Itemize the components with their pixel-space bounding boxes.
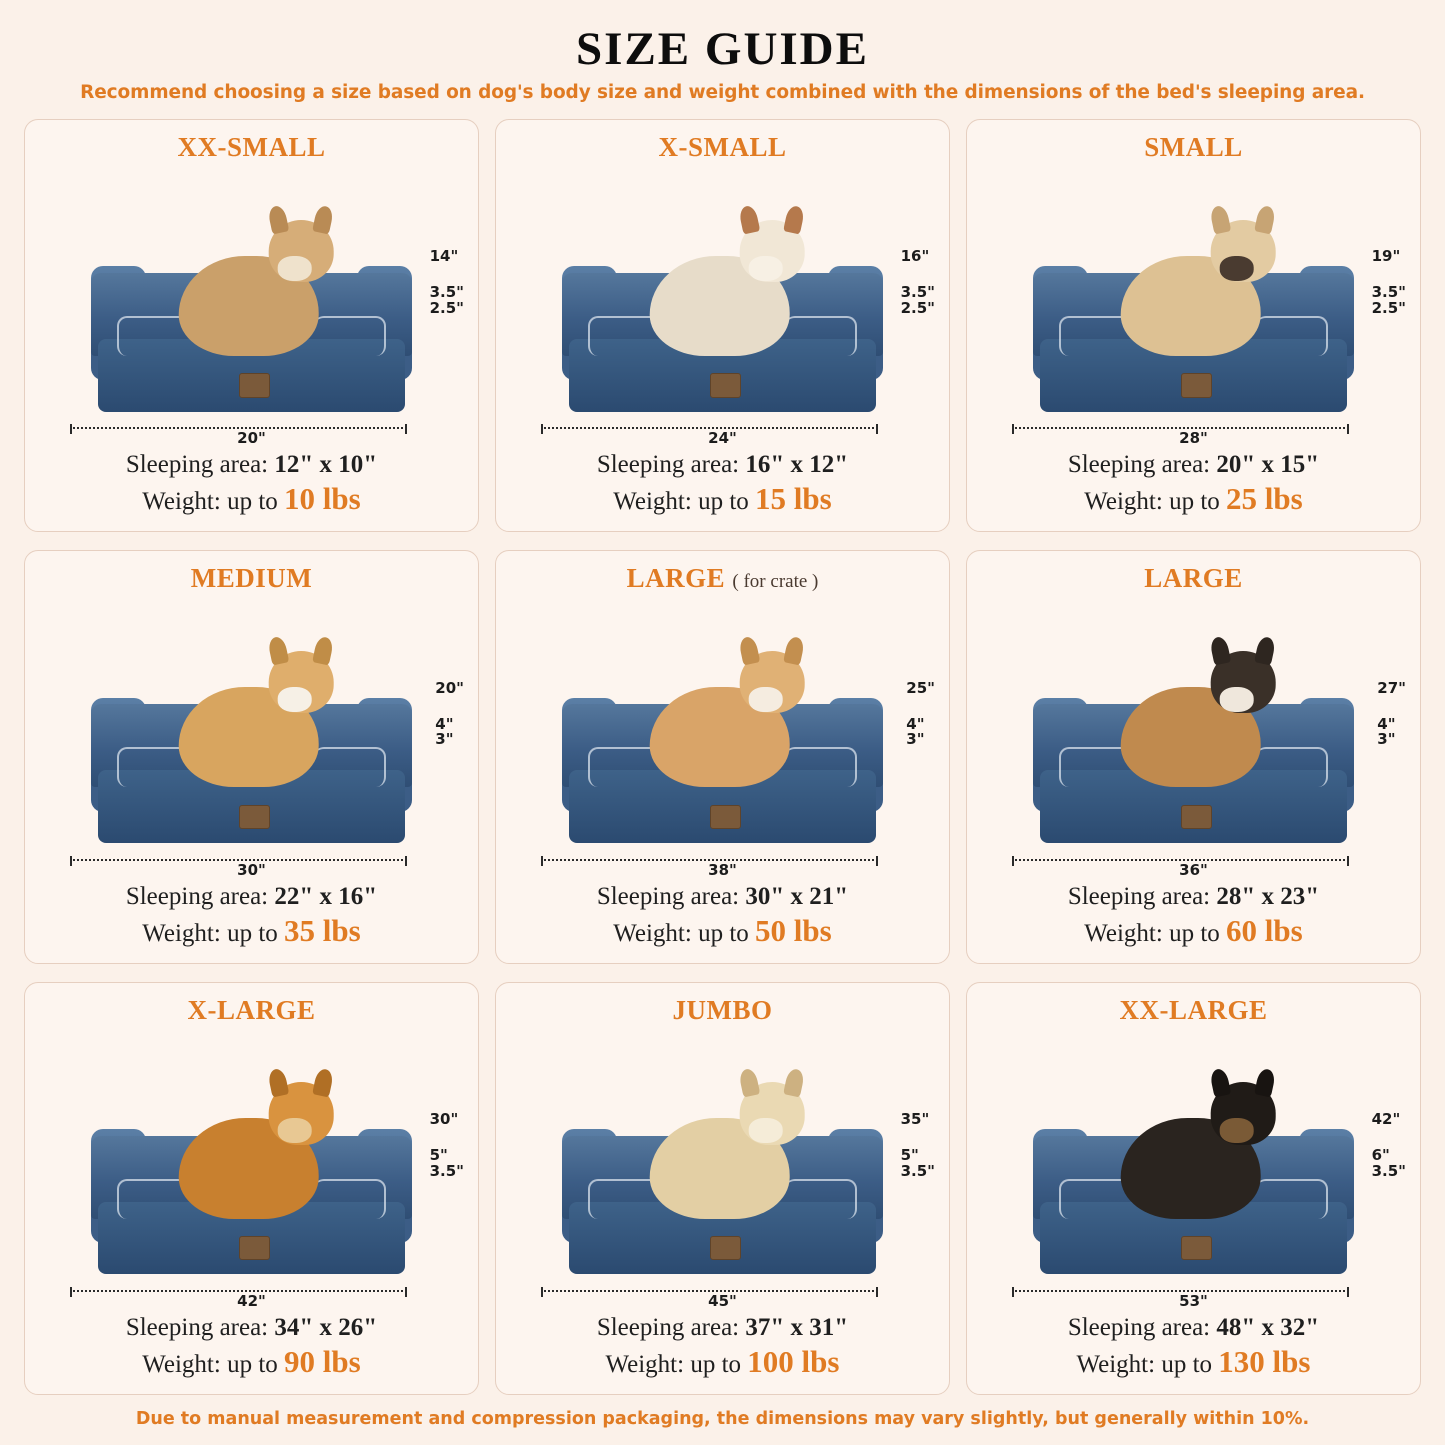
pet-ear-left [738, 636, 760, 666]
sleeping-area-row [977, 451, 1410, 479]
bolster-height-value: 3.5" [429, 283, 464, 302]
pet-ear-right [783, 1067, 805, 1097]
card-title-note: ( for crate ) [732, 571, 819, 593]
pet-photo-rottweiler [1120, 1118, 1261, 1218]
pet-head [1210, 1082, 1275, 1144]
size-card-x-large[interactable] [24, 982, 479, 1395]
bed-width-value: 53" [1179, 1292, 1208, 1310]
dog-bed-graphic [562, 1115, 882, 1288]
bed-piping-right [785, 316, 857, 356]
pet-snout [277, 1118, 311, 1143]
bed-illustration [977, 1026, 1410, 1314]
bed-piping-right [314, 747, 386, 787]
bolster-height-value: 5" [900, 1145, 919, 1164]
pet-ear-left [1209, 1067, 1231, 1097]
bed-illustration [35, 594, 468, 882]
base-height-value: 3.5" [1371, 1161, 1406, 1180]
weight-row [506, 481, 939, 517]
card-title: XX-LARGE [1119, 994, 1268, 1025]
size-card-large-crate[interactable] [495, 550, 950, 963]
bed-height-value: 16" [900, 247, 930, 266]
size-card-medium[interactable] [24, 550, 479, 963]
sleeping-area-value: 28" x 23" [1216, 882, 1320, 910]
card-info [35, 1314, 468, 1384]
pet-ear-right [783, 205, 805, 235]
pet-ear-left [267, 1067, 289, 1097]
bolster-height-value: 3.5" [1371, 283, 1406, 302]
pet-ear-right [312, 1067, 334, 1097]
pet-ear-left [267, 205, 289, 235]
sleeping-area-label: Sleeping area: [1067, 1314, 1217, 1341]
brand-tag [1181, 373, 1212, 397]
weight-row [977, 481, 1410, 517]
pet-snout [1219, 256, 1253, 281]
size-card-large[interactable] [966, 550, 1421, 963]
card-info [506, 883, 939, 953]
pet-ear-left [1209, 636, 1231, 666]
base-height-value: 3" [435, 730, 454, 749]
pet-head [1210, 651, 1275, 713]
weight-value: 100 lbs [747, 1344, 840, 1379]
pet-snout [277, 256, 311, 281]
card-title: X-LARGE [187, 994, 316, 1025]
pet-ear-left [738, 1067, 760, 1097]
pet-photo-labrador [649, 1118, 790, 1218]
size-card-x-small[interactable] [495, 119, 950, 532]
pet-snout [748, 256, 782, 281]
sleeping-area-value: 34" x 26" [274, 1314, 378, 1341]
sleeping-area-value: 48" x 32" [1216, 1314, 1320, 1341]
pet-head [739, 651, 804, 713]
bed-piping-right [1256, 1179, 1328, 1219]
pet-photo-border-collie [1120, 687, 1261, 787]
size-card-xx-small[interactable] [24, 119, 479, 532]
brand-tag [1181, 805, 1212, 829]
bed-width-value: 42" [237, 1292, 266, 1310]
bed-illustration [977, 163, 1410, 451]
height-dimensions [906, 678, 935, 749]
bolster-height-value: 6" [1371, 1145, 1390, 1164]
footer-note: Due to manual measurement and compression packaging, the dimensions may vary slightly, but generally within 10%. [135, 1409, 1310, 1429]
weight-label: Weight: up to [1076, 1351, 1219, 1378]
card-title: LARGE ( for crate ) [626, 563, 819, 594]
bed-illustration [506, 1026, 939, 1314]
bed-height-value: 27" [1377, 678, 1406, 697]
page-subtitle: Recommend choosing a size based on dog's body size and weight combined with the dimensions of the bed's sleeping area. [80, 82, 1365, 103]
dog-bed-graphic [91, 1115, 411, 1288]
weight-value: 10 lbs [284, 481, 361, 517]
card-title: X-SMALL [658, 132, 787, 162]
weight-value: 50 lbs [755, 912, 832, 948]
pet-snout [1219, 1118, 1253, 1143]
bolster-height-value: 4" [1377, 714, 1396, 733]
brand-tag [239, 373, 270, 397]
weight-row [977, 913, 1410, 949]
sleeping-area-value: 20" x 15" [1216, 451, 1320, 479]
dog-bed-graphic [91, 252, 411, 425]
dog-bed-graphic [1033, 1115, 1353, 1288]
base-height-value: 3.5" [429, 1161, 464, 1180]
sleeping-area-row [506, 451, 939, 479]
sleeping-area-label: Sleeping area: [125, 451, 275, 479]
bolster-height-value: 4" [435, 714, 454, 733]
bed-illustration [35, 1026, 468, 1314]
bed-piping-right [1256, 316, 1328, 356]
dog-bed-graphic [1033, 252, 1353, 425]
pet-photo-cat [178, 256, 319, 356]
pet-ear-right [783, 636, 805, 666]
sleeping-area-value: 30" x 21" [745, 882, 849, 910]
height-dimensions [1377, 678, 1406, 749]
bed-height-value: 19" [1371, 247, 1401, 266]
bed-width-value: 38" [708, 860, 737, 879]
bed-piping-right [785, 747, 857, 787]
card-info [977, 883, 1410, 953]
weight-row [35, 913, 468, 949]
weight-label: Weight: up to [605, 1351, 748, 1378]
sleeping-area-label: Sleeping area: [1067, 882, 1217, 910]
pet-ear-right [312, 205, 334, 235]
weight-value: 90 lbs [284, 1344, 361, 1379]
bed-height-value: 25" [906, 678, 935, 697]
weight-row [35, 1344, 468, 1380]
height-dimensions [430, 1112, 464, 1179]
card-title: MEDIUM [190, 563, 313, 594]
brand-tag [710, 373, 741, 397]
weight-label: Weight: up to [142, 919, 285, 947]
weight-label: Weight: up to [142, 488, 285, 516]
card-info [506, 1314, 939, 1384]
pet-photo-french-bulldog [1120, 256, 1261, 356]
pet-ear-right [1254, 205, 1276, 235]
height-dimensions [1372, 1112, 1406, 1179]
pet-head [268, 1082, 333, 1144]
weight-label: Weight: up to [1084, 488, 1227, 516]
sleeping-area-label: Sleeping area: [596, 1314, 746, 1341]
sleeping-area-value: 22" x 16" [274, 882, 378, 910]
bolster-height-value: 4" [906, 714, 925, 733]
weight-label: Weight: up to [142, 1351, 285, 1378]
sleeping-area-label: Sleeping area: [596, 451, 746, 479]
card-title: LARGE [1144, 563, 1243, 594]
pet-snout [1219, 687, 1253, 712]
pet-snout [748, 1118, 782, 1143]
sleeping-area-value: 37" x 31" [745, 1314, 849, 1341]
bed-piping-right [314, 1179, 386, 1219]
bed-height-value: 42" [1371, 1110, 1401, 1129]
sleeping-area-label: Sleeping area: [125, 1314, 275, 1341]
pet-head [739, 220, 804, 282]
size-card-small[interactable] [966, 119, 1421, 532]
bed-width-value: 30" [237, 860, 266, 879]
dog-bed-graphic [562, 684, 882, 857]
size-card-grid [24, 119, 1421, 1395]
bed-illustration [506, 163, 939, 451]
sleeping-area-row [506, 1314, 939, 1342]
weight-value: 25 lbs [1226, 481, 1303, 517]
bed-width-value: 24" [708, 429, 737, 448]
brand-tag [1181, 1236, 1212, 1260]
page-title: SIZE GUIDE [576, 23, 869, 75]
dog-bed-graphic [91, 684, 411, 857]
base-height-value: 2.5" [900, 298, 935, 317]
sleeping-area-label: Sleeping area: [596, 882, 746, 910]
pet-head [1210, 220, 1275, 282]
pet-snout [748, 687, 782, 712]
card-title: SMALL [1144, 132, 1243, 162]
bolster-height-value: 5" [429, 1145, 448, 1164]
pet-ear-right [1254, 636, 1276, 666]
weight-value: 130 lbs [1218, 1344, 1311, 1379]
bed-piping-right [785, 1179, 857, 1219]
bed-width-value: 45" [708, 1292, 737, 1310]
pet-photo-shiba-inu [649, 687, 790, 787]
bed-width-value: 28" [1179, 429, 1208, 448]
weight-value: 35 lbs [284, 912, 361, 948]
height-dimensions [435, 678, 464, 749]
weight-label: Weight: up to [613, 488, 756, 516]
pet-ear-left [267, 636, 289, 666]
bed-width-value: 20" [237, 429, 266, 448]
sleeping-area-row [977, 883, 1410, 911]
pet-photo-corgi [178, 687, 319, 787]
weight-row [506, 1344, 939, 1380]
base-height-value: 3" [906, 730, 925, 749]
bed-height-value: 14" [429, 247, 459, 266]
bed-height-value: 30" [429, 1110, 459, 1129]
pet-head [268, 220, 333, 282]
sleeping-area-value: 16" x 12" [745, 451, 849, 479]
pet-head [268, 651, 333, 713]
base-height-value: 3.5" [900, 1161, 935, 1180]
card-title: JUMBO [672, 994, 773, 1025]
pet-snout [277, 687, 311, 712]
sleeping-area-row [35, 451, 468, 479]
height-dimensions [901, 249, 935, 316]
dog-bed-graphic [562, 252, 882, 425]
bolster-height-value: 3.5" [900, 283, 935, 302]
size-card-jumbo[interactable] [495, 982, 950, 1395]
brand-tag [710, 805, 741, 829]
base-height-value: 2.5" [429, 298, 464, 317]
sleeping-area-value: 12" x 10" [274, 451, 378, 479]
pet-head [739, 1082, 804, 1144]
pet-photo-shih-tzu [649, 256, 790, 356]
bed-height-value: 20" [435, 678, 464, 697]
pet-ear-left [1209, 205, 1231, 235]
height-dimensions [430, 249, 464, 316]
sleeping-area-row [35, 1314, 468, 1342]
sleeping-area-row [506, 883, 939, 911]
brand-tag [239, 805, 270, 829]
card-title: XX-SMALL [177, 132, 326, 162]
bed-illustration [35, 163, 468, 451]
bed-illustration [977, 594, 1410, 882]
pet-ear-right [312, 636, 334, 666]
card-info [506, 451, 939, 521]
bed-height-value: 35" [900, 1110, 930, 1129]
sleeping-area-label: Sleeping area: [125, 882, 275, 910]
sleeping-area-row [35, 883, 468, 911]
sleeping-area-label: Sleeping area: [1067, 451, 1217, 479]
base-height-value: 3" [1377, 730, 1396, 749]
weight-row [506, 913, 939, 949]
pet-ear-left [738, 205, 760, 235]
bed-illustration [506, 594, 939, 882]
bed-piping-right [314, 316, 386, 356]
card-info [35, 883, 468, 953]
bed-piping-right [1256, 747, 1328, 787]
brand-tag [710, 1236, 741, 1260]
card-info [977, 451, 1410, 521]
card-info [35, 451, 468, 521]
pet-ear-right [1254, 1067, 1276, 1097]
weight-label: Weight: up to [613, 919, 756, 947]
weight-row [35, 481, 468, 517]
sleeping-area-row [977, 1314, 1410, 1342]
card-info [977, 1314, 1410, 1384]
weight-value: 60 lbs [1226, 912, 1303, 948]
base-height-value: 2.5" [1371, 298, 1406, 317]
bed-width-value: 36" [1179, 860, 1208, 879]
brand-tag [239, 1236, 270, 1260]
size-card-xx-large[interactable] [966, 982, 1421, 1395]
dog-bed-graphic [1033, 684, 1353, 857]
weight-label: Weight: up to [1084, 919, 1227, 947]
height-dimensions [901, 1112, 935, 1179]
weight-value: 15 lbs [755, 481, 832, 517]
weight-row [977, 1344, 1410, 1380]
pet-photo-golden-retriever [178, 1118, 319, 1218]
height-dimensions [1372, 249, 1406, 316]
